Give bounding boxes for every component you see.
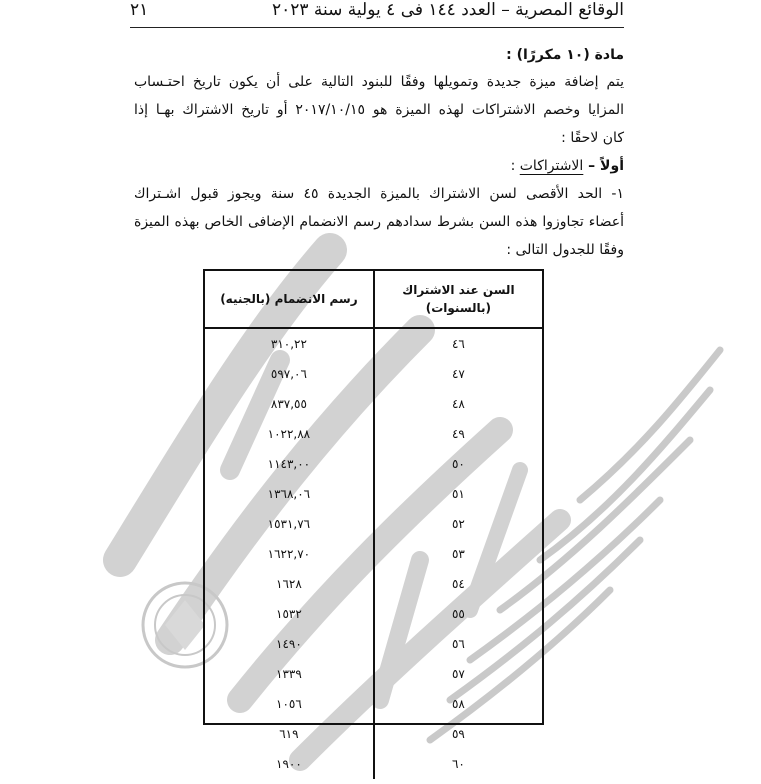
table-row [205, 509, 542, 539]
fee-cell: ٦١٩ [279, 727, 299, 741]
clause-line-1: ١- الحد الأقصى لسن الاشتراك بالميزة الجديدة ٤٥ سنة ويجوز قبول اشـتراك [134, 186, 624, 202]
intro-line-3: كان لاحقًا : [561, 130, 624, 146]
age-cell: ٥٤ [374, 569, 542, 599]
fee-cell: ١٥٣٢ [276, 607, 302, 621]
fee-column-header: رسم الانضمام (بالجنيه) [205, 271, 374, 328]
age-cell: ٥٣ [374, 539, 542, 569]
fee-cell: ٥٩٧,٠٦ [270, 367, 307, 381]
table-row [205, 328, 542, 359]
table-row [205, 359, 542, 389]
header-title: الوقائع المصرية – العدد ١٤٤ فى ٤ يولية سنة ٢٠٢٣ [271, 0, 624, 20]
section-heading [134, 156, 624, 176]
header-rule [130, 27, 624, 28]
fee-cell: ١٩٠٠ [276, 757, 302, 771]
fee-table [203, 269, 544, 771]
age-cell: ٥٧ [374, 659, 542, 689]
age-column-header [374, 271, 542, 328]
age-cell: ٥٨ [374, 689, 542, 719]
section-title: الاشتراكات [519, 158, 584, 174]
table-row [205, 419, 542, 449]
fee-cell: ١٠٢٢,٨٨ [267, 427, 311, 441]
clause-line-2: أعضاء تجاوزوا هذه السن بشرط سدادهم رسم الانضمام الإضافى الخاص بهذه الميزة [134, 214, 624, 230]
age-cell: ٦٠ [374, 749, 542, 779]
fee-cell: ١٦٢٢,٧٠ [267, 547, 311, 561]
table-row [205, 479, 542, 509]
age-cell: ٥١ [374, 479, 542, 509]
age-header-line-2: (بالسنوات) [425, 301, 492, 315]
section-colon: : [510, 158, 520, 174]
table-body [205, 328, 542, 779]
clause-line-3: وفقًا للجدول التالى : [506, 242, 624, 258]
fee-cell: ١٣٣٩ [276, 667, 302, 681]
fee-cell: ١٣٦٨,٠٦ [267, 487, 311, 501]
fee-cell: ٣١٠,٢٢ [270, 337, 307, 351]
age-cell: ٥٢ [374, 509, 542, 539]
age-header-line-1: السن عند الاشتراك [402, 283, 515, 297]
table-row [205, 689, 542, 719]
table-row [205, 569, 542, 599]
fee-table-grid [205, 271, 542, 779]
fee-cell: ١٠٥٦ [276, 697, 302, 711]
table-row [205, 599, 542, 629]
article-heading: مادة (١٠ مكررًا) : [506, 47, 624, 63]
age-cell: ٥٦ [374, 629, 542, 659]
intro-line-2: المزايا وخصم الاشتراكات لهذه الميزة هو ٢٠١٧/١٠/١٥ أو تاريخ الاشتراك بهـا إذا [134, 102, 624, 118]
table-row [205, 719, 542, 749]
age-cell: ٤٩ [374, 419, 542, 449]
age-cell: ٥٥ [374, 599, 542, 629]
table-row [205, 449, 542, 479]
fee-cell: ١٦٢٨ [276, 577, 302, 591]
fee-cell: ١٥٣١,٧٦ [267, 517, 311, 531]
table-row [205, 539, 542, 569]
age-cell: ٤٧ [374, 359, 542, 389]
section-label: أولاً – [583, 158, 624, 174]
age-cell: ٤٨ [374, 389, 542, 419]
fee-cell: ١١٤٣,٠٠ [267, 457, 311, 471]
age-cell: ٥٩ [374, 719, 542, 749]
fee-cell: ١٤٩٠ [276, 637, 302, 651]
fee-cell: ٨٣٧,٥٥ [270, 397, 307, 411]
table-row [205, 659, 542, 689]
table-row [205, 749, 542, 779]
intro-line-1: يتم إضافة ميزة جديدة وتمويلها وفقًا للبنود التالية على أن يكون تاريخ احتـساب [134, 74, 624, 90]
page-number: ٢١ [130, 0, 149, 20]
table-row [205, 389, 542, 419]
running-header [130, 0, 624, 20]
age-cell: ٥٠ [374, 449, 542, 479]
table-header-row [205, 271, 542, 328]
age-cell: ٤٦ [374, 328, 542, 359]
table-row [205, 629, 542, 659]
